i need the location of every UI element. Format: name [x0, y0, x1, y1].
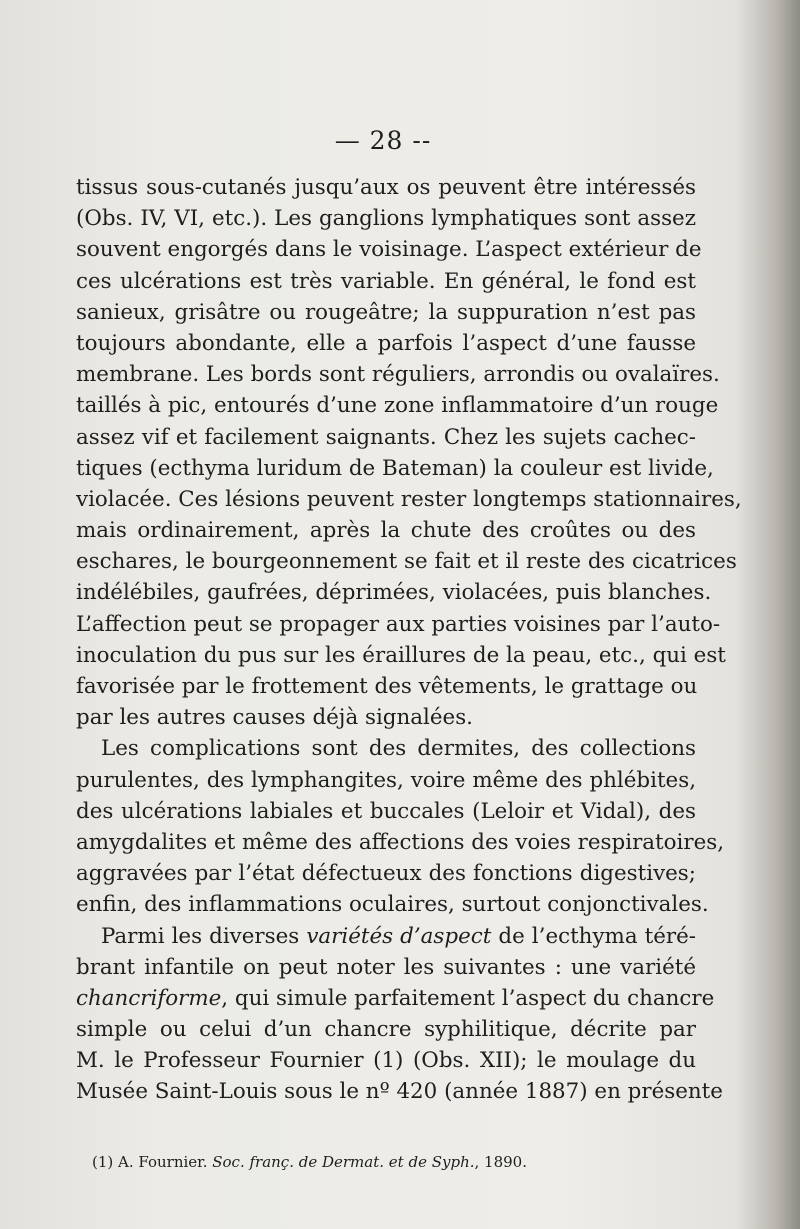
text-line: tissus sous-cutanés jusqu’aux os peuvent être intéressés: [76, 175, 696, 200]
text-line: [76, 921, 696, 952]
italic-term: variétés d’aspect: [306, 923, 492, 949]
text-line: amygdalites et même des affections des voies respiratoires,: [76, 829, 725, 855]
text-segment: de l’ecthyma téré-: [491, 923, 697, 949]
text-line: tiques (ecthyma luridum de Bateman) la couleur est livide,: [76, 455, 714, 481]
text-line: toujours abondante, elle a parfois l’aspect d’une fausse: [76, 330, 696, 356]
footnote-year: , 1890.: [474, 1153, 527, 1171]
text-line: purulentes, des lymphangites, voire même des phlébites,: [76, 767, 696, 793]
italic-term: chancriforme: [76, 985, 222, 1011]
text-line: M. le Professeur Fournier (1) (Obs. XII); le moulage du: [76, 1048, 696, 1074]
text-line: des ulcérations labiales et buccales (Leloir et Vidal), des: [76, 798, 696, 824]
text-line: aggravées par l’état défectueux des fonctions digestives;: [76, 861, 696, 887]
text-line: taillés à pic, entourés d’une zone inflammatoire d’un rouge: [76, 393, 719, 419]
text-line: souvent engorgés dans le voisinage. L’aspect extérieur de: [76, 237, 702, 263]
text-line: brant infantile on peut noter les suivantes : une variété: [76, 954, 696, 980]
text-line: assez vif et facilement saignants. Chez les sujets cachec-: [76, 424, 696, 450]
text-segment: Parmi les diverses: [101, 923, 307, 949]
text-line: Musée Saint-Louis sous le nº 420 (année 1887) en présente: [76, 1079, 723, 1105]
text-line: sanieux, grisâtre ou rougeâtre; la suppuration n’est pas: [76, 299, 696, 325]
text-line: L’affection peut se propager aux parties voisines par l’auto-: [76, 611, 721, 637]
page-number: — 28 --: [334, 126, 432, 155]
text-line: inoculation du pus sur les éraillures de la peau, etc., qui est: [76, 642, 726, 668]
footnote-author: (1) A. Fournier.: [92, 1153, 213, 1171]
text-line: simple ou celui d’un chancre syphilitique, décrite par: [76, 1017, 696, 1043]
text-line: Les complications sont des dermites, des collections: [101, 736, 696, 762]
footnote-journal: Soc. franç. de Dermat. et de Syph.: [212, 1153, 475, 1171]
text-line: [76, 983, 715, 1014]
text-line: favorisée par le frottement des vêtements, le grattage ou: [76, 674, 698, 699]
text-line: violacée. Ces lésions peuvent rester longtemps stationnaires,: [76, 486, 742, 512]
text-line: indélébiles, gaufrées, déprimées, violacées, puis blanches.: [76, 580, 712, 606]
text-line: (Obs. IV, VI, etc.). Les ganglions lymphatiques sont assez: [76, 206, 696, 232]
text-segment: , qui simule parfaitement l’aspect du chancre: [221, 985, 715, 1011]
text-line: enfin, des inflammations oculaires, surtout conjonctivales.: [76, 892, 709, 918]
text-line: eschares, le bourgeonnement se fait et il reste des cicatrices: [76, 549, 737, 575]
text-line: membrane. Les bords sont réguliers, arrondis ou ovalaïres.: [76, 362, 720, 388]
footnote: [92, 1152, 652, 1172]
text-line: mais ordinairement, après la chute des croûtes ou des: [76, 518, 696, 544]
text-line: par les autres causes déjà signalées.: [76, 705, 473, 731]
body-text: [76, 172, 742, 1108]
text-line: ces ulcérations est très variable. En général, le fond est: [76, 268, 696, 294]
